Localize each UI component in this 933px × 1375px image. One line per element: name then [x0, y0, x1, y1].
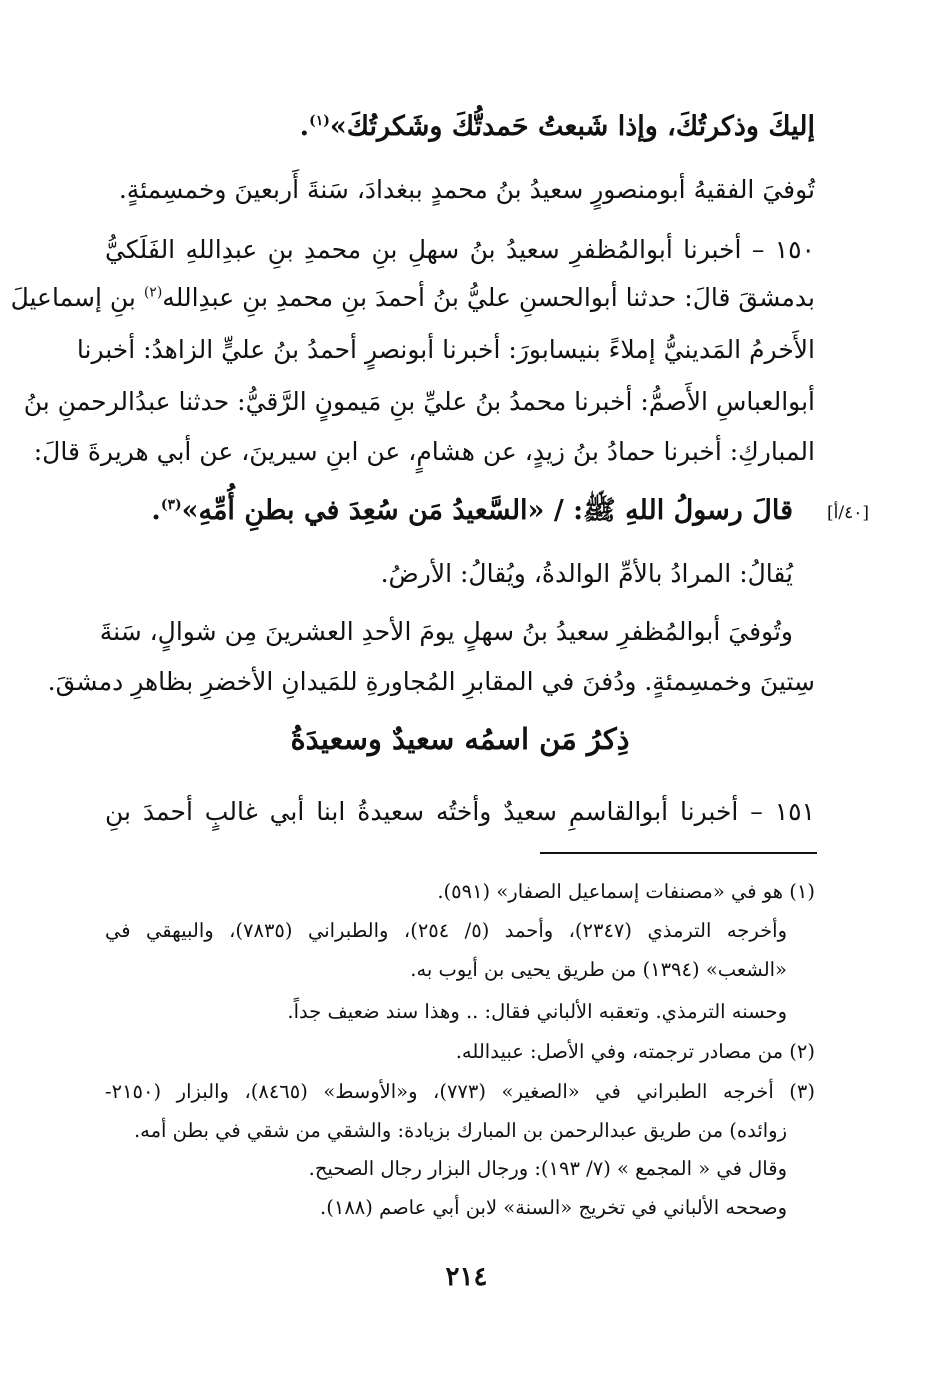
- footnote-3-cont-2: وقال في « المجمع » (٧/ ١٩٣): ورجال البزار رجال الصحيح.: [308, 1157, 787, 1180]
- text-line-9: يُقالُ: المرادُ بالأمِّ الوالدةُ، ويُقالُ: الأرضُ.: [380, 559, 793, 588]
- hadith-end-text: إليكَ وذكرتُكَ، وإذا شَبعتُ حَمدتُّكَ وشَكرتُكَ»: [329, 111, 815, 142]
- text-line-2: تُوفيَ الفقيهُ أبومنصورٍ سعيدُ بنُ محمدٍ ببغدادَ، سَنةَ أَربعينَ وخمسِمئةٍ.: [118, 175, 815, 204]
- hadith-text: قالَ رسولُ اللهِ ﷺ: / «السَّعيدُ مَن سُعِدَ في بطنِ أُمِّهِ»: [181, 495, 793, 526]
- text-line-4-part-a: بدمشقَ قالَ: حدثنا أبوالحسنِ عليُّ بنُ أحمدَ بنِ محمدِ بنِ عبدِالله: [162, 283, 815, 312]
- text-line-7: المباركِ: أخبرنا حمادُ بنُ زيدٍ، عن هشامٍ، عن ابنِ سيرينَ، عن أبي هريرةَ قالَ:: [33, 437, 815, 466]
- text-line-4-part-b: بنِ إسماعيلَ: [10, 283, 144, 312]
- page-number: ٢١٤: [445, 1262, 488, 1292]
- text-line-5: الأَخرمُ المَدينيُّ إملاءً بنيسابورَ: أخبرنا أبونصرٍ أحمدُ بنُ عليٍّ الزاهدُ: أخبرنا: [76, 335, 815, 364]
- text-line-11: سِتينَ وخمسِمئةٍ. ودُفنَ في المقابرِ المُجاورةِ للمَيدانِ الأخضرِ بظاهرِ دمشقَ.: [47, 667, 815, 696]
- hadith-line: قالَ رسولُ اللهِ ﷺ: / «السَّعيدُ مَن سُعِدَ في بطنِ أُمِّهِ»$^{(٣)}$.: [151, 495, 793, 526]
- footnote-1-cont-1: وأخرجه الترمذي (٢٣٤٧)، وأحمد (٥/ ٢٥٤)، والطبراني (٧٨٣٥)، والبيهقي في: [105, 919, 788, 942]
- footnote-1-cont-3: وحسنه الترمذي. وتعقبه الألباني فقال: .. وهذا سند ضعيف جداً.: [287, 1000, 787, 1023]
- text-line-4: [10, 280, 815, 315]
- footnote-separator: [540, 852, 817, 854]
- footnote-3-cont-1: زوائده) من طريق عبدالرحمن بن المبارك بزيادة: والشقي من شقي في بطن أمه.: [133, 1119, 787, 1142]
- text-line-12: ١٥١ – أخبرنا أبوالقاسمِ سعيدٌ وأختُه سعيدةُ ابنا أبي غالبٍ أحمدَ بنِ: [105, 797, 815, 826]
- footnote-ref-2: (٢): [143, 284, 163, 301]
- footnote-ref-3: (٣): [160, 497, 182, 513]
- text-line-10: وتُوفيَ أبوالمُظفرِ سعيدُ بنُ سهلٍ يومَ الأحدِ العشرينَ مِن شوالٍ، سَنةَ: [99, 617, 793, 646]
- section-heading: ذِكرُ مَن اسمُه سعيدٌ وسعيدَةُ: [290, 722, 630, 756]
- text-line-1: إليكَ وذكرتُكَ، وإذا شَبعتُ حَمدتُّكَ وشَكرتُكَ»$^{(١)}$.: [299, 111, 815, 142]
- footnote-2: (٢) من مصادر ترجمته، وفي الأصل: عبيدالله.: [455, 1040, 815, 1063]
- text-line-6: أبوالعباسِ الأَصمُّ: أخبرنا محمدُ بنُ عليِّ بنِ مَيمونٍ الرَّقيُّ: حدثنا عبدُالرحمنِ بنُ: [23, 387, 815, 416]
- manuscript-folio-note: [٤٠/أ]: [827, 503, 869, 523]
- footnote-3-cont-3: وصححه الألباني في تخريج «السنة» لابن أبي عاصم (١٨٨).: [320, 1196, 787, 1219]
- text-line-3: ١٥٠ – أخبرنا أبوالمُظفرِ سعيدُ بنُ سهلِ بنِ محمدِ بنِ عبدِاللهِ الفَلَكيُّ: [105, 235, 815, 264]
- footnote-ref-1: (١): [309, 113, 330, 129]
- footnote-1-cont-2: «الشعب» (١٣٩٤) من طريق يحيى بن أيوب به.: [410, 958, 787, 981]
- footnote-1: (١) هو في «مصنفات إسماعيل الصفار» (٥٩١).: [437, 880, 815, 903]
- footnote-3: (٣) أخرجه الطبراني في «الصغير» (٧٧٣)، و«الأوسط» (٨٤٦٥)، والبزار (٢١٥٠-: [105, 1080, 815, 1103]
